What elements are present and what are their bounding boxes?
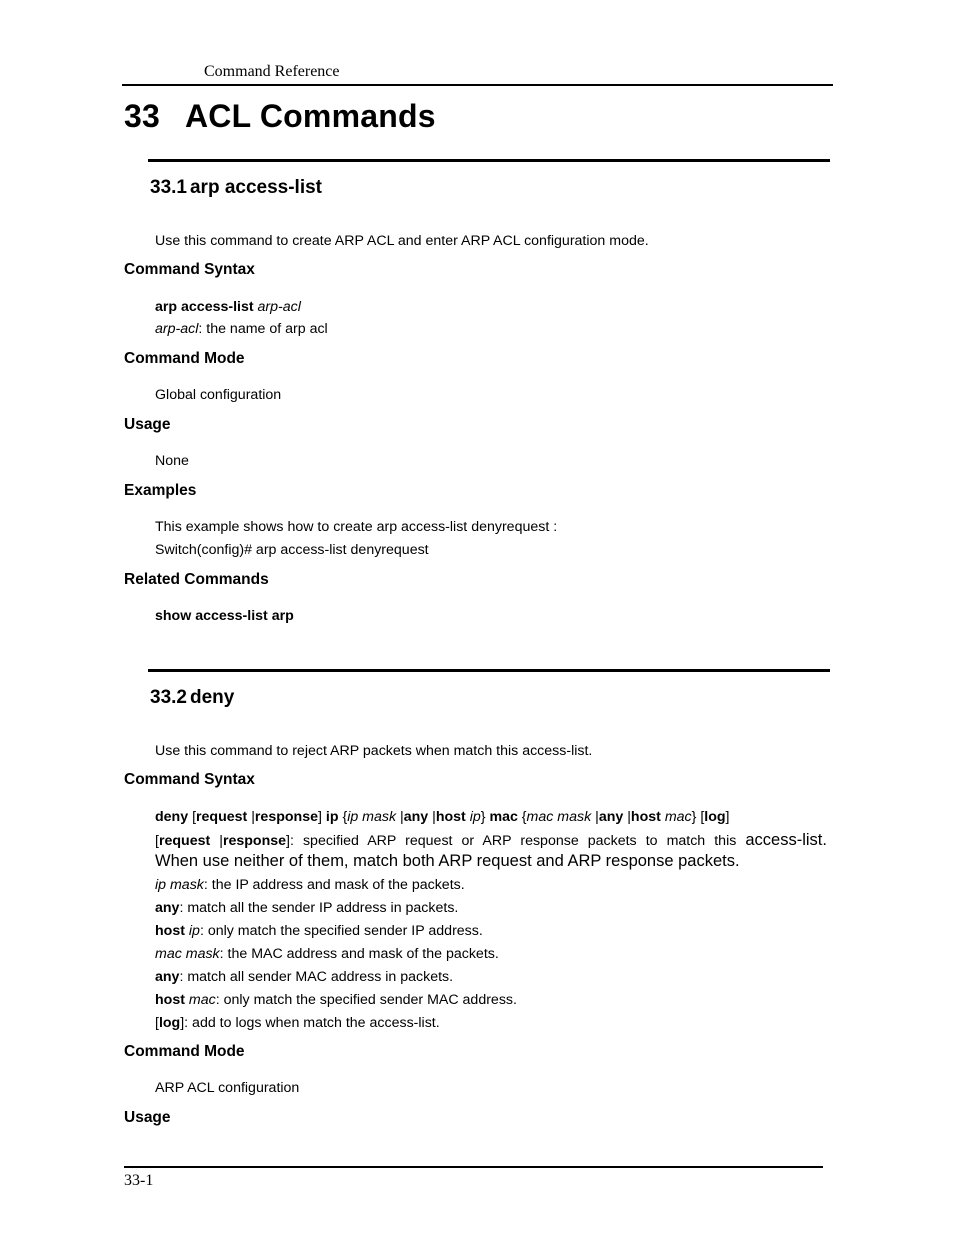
running-header: Command Reference bbox=[204, 63, 340, 80]
syntax-line: deny [request |response] ip {ip mask |any |host ip} mac {mac mask |any |host mac} [log] bbox=[155, 809, 730, 825]
param-ip-mask: ip mask: the IP address and mask of the packets. bbox=[155, 877, 465, 893]
header-rule bbox=[122, 84, 833, 86]
example-command: Switch(config)# arp access-list denyrequest bbox=[155, 542, 429, 558]
section-heading-arp-access-list bbox=[150, 177, 322, 199]
section-description: Use this command to create ARP ACL and enter ARP ACL configuration mode. bbox=[155, 233, 649, 249]
section-title: arp access-list bbox=[189, 177, 323, 198]
section-description: Use this command to reject ARP packets when match this access-list. bbox=[155, 743, 593, 759]
heading-command-syntax: Command Syntax bbox=[124, 771, 255, 788]
syntax-line bbox=[155, 299, 301, 316]
chapter-title-text: ACL Commands bbox=[185, 98, 436, 134]
syntax-param: arp-acl bbox=[257, 299, 301, 315]
param-host-ip: host ip: only match the specified sender IP address. bbox=[155, 923, 483, 939]
param-name: arp-acl bbox=[155, 321, 199, 337]
section-rule bbox=[148, 669, 830, 672]
param-request-response: [request |response]: specified ARP request or ARP response packets to match this access-list. When use neither of them, match both ARP request and ARP response packets. bbox=[155, 831, 827, 870]
param-host-mac: host mac: only match the specified sender MAC address. bbox=[155, 992, 517, 1008]
param-log: [log]: add to logs when match the access-list. bbox=[155, 1015, 440, 1031]
heading-usage: Usage bbox=[124, 416, 171, 433]
param-description bbox=[155, 321, 328, 338]
param-any-ip: any: match all the sender IP address in packets. bbox=[155, 900, 459, 916]
param-any-mac: any: match all sender MAC address in packets. bbox=[155, 969, 454, 985]
footer-rule bbox=[124, 1166, 823, 1168]
heading-command-mode: Command Mode bbox=[124, 350, 245, 367]
heading-command-syntax: Command Syntax bbox=[124, 261, 255, 278]
section-heading-deny bbox=[150, 687, 234, 709]
usage-value: None bbox=[155, 453, 189, 469]
section-number: 33.2 bbox=[150, 687, 187, 708]
heading-usage: Usage bbox=[124, 1109, 171, 1126]
chapter-number: 33 bbox=[124, 98, 160, 134]
param-desc: : the name of arp acl bbox=[198, 321, 328, 337]
command-mode-value: ARP ACL configuration bbox=[155, 1080, 300, 1096]
page-number: 33-1 bbox=[124, 1172, 154, 1189]
syntax-command: arp access-list bbox=[155, 299, 254, 315]
heading-examples: Examples bbox=[124, 482, 197, 499]
command-mode-value: Global configuration bbox=[155, 387, 282, 403]
example-intro: This example shows how to create arp access-list denyrequest : bbox=[155, 519, 558, 535]
heading-command-mode: Command Mode bbox=[124, 1043, 245, 1060]
chapter-title bbox=[124, 98, 436, 135]
related-command: show access-list arp bbox=[155, 608, 294, 624]
heading-related-commands: Related Commands bbox=[124, 571, 269, 588]
section-title: deny bbox=[189, 687, 235, 708]
param-mac-mask: mac mask: the MAC address and mask of the packets. bbox=[155, 946, 499, 962]
section-number: 33.1 bbox=[150, 177, 187, 198]
section-rule bbox=[148, 159, 830, 162]
